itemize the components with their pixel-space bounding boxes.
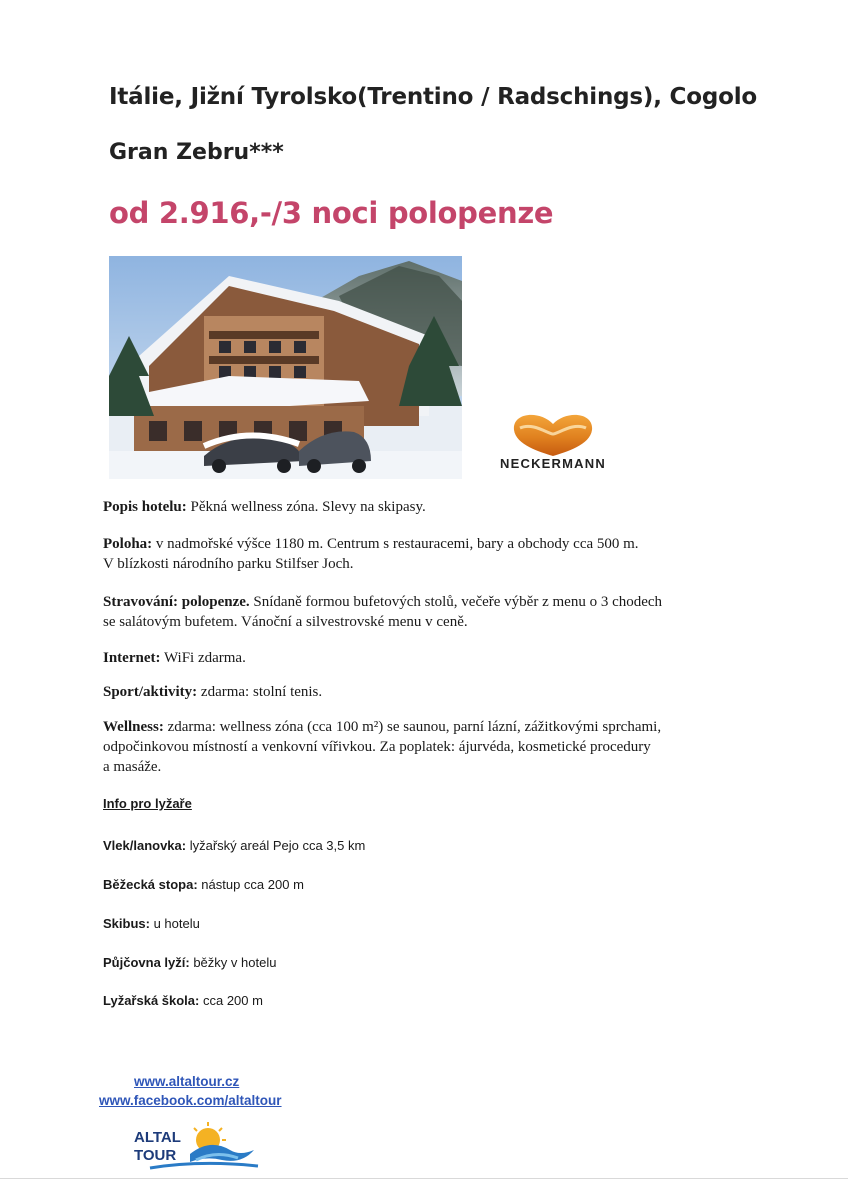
description-text: WiFi zdarma. [163,650,246,666]
ski-item-skibus [103,916,200,931]
ski-item-value: u hotelu [153,916,200,931]
description-label: Wellness: [103,719,164,735]
ski-item-label: Vlek/lanovka: [103,838,187,853]
website-link[interactable]: www.altaltour.cz [134,1074,240,1089]
altaltour-logo [130,1120,262,1172]
ski-item-school [103,993,263,1008]
description-hotel [103,497,743,517]
description-text: Pěkná wellness zóna. Slevy na skipasy. [190,499,426,515]
price-headline: od 2.916,-/3 noci polopenze [109,196,554,230]
ski-item-value: lyžařský areál Pejo cca 3,5 km [189,838,366,853]
altal-logo-text-top: ALTAL [134,1129,181,1146]
facebook-link[interactable]: www.facebook.com/altaltour [99,1093,282,1108]
description-text: V blízkosti národního parku Stilfser Joch. [103,556,354,572]
hotel-name: Gran Zebru*** [109,140,284,165]
ski-item-rental [103,955,276,970]
description-sport [103,682,743,702]
description-label: Stravování: polopenze. [103,594,250,610]
description-wellness [103,717,743,777]
ski-item-label: Půjčovna lyží: [103,955,190,970]
description-label: Internet: [103,650,161,666]
ski-item-value: běžky v hotelu [193,955,277,970]
ski-item-label: Běžecká stopa: [103,877,198,892]
description-text: odpočinkovou místností a venkovní vířivkou. Za poplatek: ájurvéda, kosmetické procedury [103,739,651,755]
description-text: zdarma: stolní tenis. [200,684,323,700]
description-text: Snídaně formou bufetových stolů, večeře výběr z menu o 3 chodech [253,594,663,610]
description-label: Poloha: [103,536,153,552]
description-text: v nadmořské výšce 1180 m. Centrum s restauracemi, bary a obchody cca 500 m. [155,536,639,552]
description-text: se salátovým bufetem. Vánoční a silvestrovské menu v ceně. [103,614,468,630]
altal-logo-text-bottom: TOUR [134,1147,177,1164]
description-internet [103,648,743,668]
description-board [103,592,743,632]
description-location [103,534,743,574]
hotel-photo [109,256,462,479]
ski-item-cross-country [103,877,304,892]
ski-item-label: Lyžařská škola: [103,993,200,1008]
description-text: zdarma: wellness zóna (cca 100 m²) se saunou, parní lázní, zážitkovými sprchami, [167,719,662,735]
neckermann-logo-text: NECKERMANN [500,456,606,471]
ski-info-heading: Info pro lyžaře [103,796,192,811]
description-label: Sport/aktivity: [103,684,198,700]
destination-title: Itálie, Jižní Tyrolsko(Trentino / Radschings), Cogolo [109,84,757,110]
ski-item-value: nástup cca 200 m [201,877,304,892]
ski-item-lift [103,838,365,853]
description-label: Popis hotelu: [103,499,187,515]
page-bottom-divider [0,1178,848,1179]
description-text: a masáže. [103,759,162,775]
ski-item-label: Skibus: [103,916,150,931]
ski-item-value: cca 200 m [202,993,263,1008]
